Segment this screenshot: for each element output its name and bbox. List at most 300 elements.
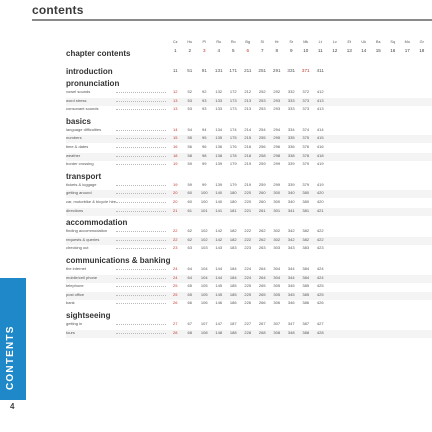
page-number-link[interactable]: 375	[302, 135, 310, 141]
page-number-link[interactable]: 348	[287, 329, 295, 335]
topic-row[interactable]	[66, 266, 432, 274]
page-number-link[interactable]: 260	[258, 190, 266, 196]
page-number-link[interactable]: 340	[287, 190, 295, 196]
chapter-number[interactable]: 9	[289, 48, 293, 53]
page-number-link[interactable]: 213	[244, 97, 252, 103]
page-number-link[interactable]: 386	[302, 300, 310, 306]
page-number-link[interactable]: 218	[244, 152, 252, 158]
page-number-link[interactable]: 132	[215, 89, 223, 94]
page-number-link[interactable]: 293	[273, 106, 281, 112]
page-number-link[interactable]: 23	[173, 245, 178, 251]
page-number-link[interactable]: 142	[215, 228, 223, 234]
page-number-link[interactable]: 221	[244, 207, 252, 213]
page-number-link[interactable]: 24	[173, 274, 178, 280]
page-number-link[interactable]: 64	[187, 274, 192, 280]
page-number-link[interactable]: 346	[287, 300, 295, 306]
page-number-link[interactable]: 372	[302, 89, 310, 94]
page-number-link[interactable]: 294	[273, 126, 281, 132]
page-number-link[interactable]: 267	[258, 321, 266, 326]
page-number-link[interactable]: 253	[258, 106, 266, 112]
page-number-link[interactable]: 136	[215, 143, 223, 149]
chapter-number[interactable]: 12	[332, 48, 338, 53]
page-number-link[interactable]: 421	[316, 207, 324, 213]
chapter-number[interactable]: 3	[202, 48, 206, 53]
page-number-link[interactable]: 259	[258, 181, 266, 187]
page-number-link[interactable]: 308	[273, 329, 281, 335]
page-number-link[interactable]: 178	[229, 152, 237, 158]
page-number-link[interactable]: 344	[287, 266, 295, 271]
page-number-link[interactable]: 413	[316, 106, 324, 112]
topic-row[interactable]	[66, 98, 432, 106]
page-number-link[interactable]: 220	[244, 198, 252, 204]
page-number-link[interactable]: 412	[316, 89, 324, 94]
topic-row[interactable]	[66, 300, 432, 308]
page-number-link[interactable]: 420	[316, 198, 324, 204]
page-number-link[interactable]: 184	[229, 274, 237, 280]
page-number-link[interactable]: 373	[302, 97, 310, 103]
page-number-link[interactable]: 384	[302, 274, 310, 280]
page-number-link[interactable]: 64	[187, 266, 192, 271]
page-number-link[interactable]: 425	[316, 291, 324, 297]
page-number-link[interactable]: 179	[229, 181, 237, 187]
topic-row[interactable]	[66, 208, 432, 216]
page-number-link[interactable]: 219	[244, 161, 252, 167]
page-number-link[interactable]: 255	[258, 135, 266, 141]
topic-row[interactable]	[66, 292, 432, 300]
page-number-link[interactable]: 385	[302, 291, 310, 297]
page-number-link[interactable]: 301	[273, 207, 281, 213]
topic-row[interactable]	[66, 275, 432, 283]
page-number-link[interactable]: 16	[173, 143, 178, 149]
page-number-link[interactable]: 139	[215, 161, 223, 167]
topic-row[interactable]	[66, 182, 432, 190]
page-number-link[interactable]: 99	[202, 181, 207, 187]
page-number-link[interactable]: 258	[258, 152, 266, 158]
page-number-link[interactable]: 295	[273, 135, 281, 141]
page-number-link[interactable]: 305	[273, 291, 281, 297]
page-number-link[interactable]: 105	[200, 291, 208, 297]
page-number-link[interactable]: 215	[244, 135, 252, 141]
topic-row[interactable]	[66, 283, 432, 291]
page-number-link[interactable]: 179	[229, 161, 237, 167]
contents-side-tab[interactable]	[0, 278, 26, 400]
page-number-link[interactable]: 144	[215, 266, 223, 271]
page-number-link[interactable]: 419	[316, 181, 324, 187]
page-number-link[interactable]: 379	[302, 161, 310, 167]
page-number-link[interactable]: 18	[173, 152, 178, 158]
page-number-link[interactable]: 262	[258, 228, 266, 234]
page-number-link[interactable]: 105	[200, 283, 208, 289]
page-number-link[interactable]: 416	[316, 143, 324, 149]
page-number-link[interactable]: 333	[287, 97, 295, 103]
page-number-link[interactable]: 411	[316, 68, 324, 73]
page-number-link[interactable]: 216	[244, 143, 252, 149]
page-number-link[interactable]: 382	[302, 228, 310, 234]
page-number-link[interactable]: 418	[316, 152, 324, 158]
page-number-link[interactable]: 293	[273, 97, 281, 103]
chapter-number[interactable]: 11	[317, 48, 323, 53]
page-number-link[interactable]: 385	[302, 283, 310, 289]
page-number-link[interactable]: 62	[187, 236, 192, 242]
page-number-link[interactable]: 213	[244, 106, 252, 112]
topic-row[interactable]	[66, 199, 432, 207]
page-number-link[interactable]: 227	[244, 321, 252, 326]
chapter-number[interactable]: 13	[346, 48, 352, 53]
chapter-number[interactable]: 18	[419, 48, 425, 53]
page-number-link[interactable]: 25	[173, 283, 178, 289]
chapter-number[interactable]: 14	[361, 48, 367, 53]
chapter-number[interactable]: 7	[260, 48, 264, 53]
page-number-link[interactable]: 60	[187, 190, 192, 196]
page-number-link[interactable]: 20	[173, 190, 178, 196]
page-number-link[interactable]: 251	[258, 68, 267, 73]
page-number-link[interactable]: 20	[173, 198, 178, 204]
page-number-link[interactable]: 51	[187, 68, 193, 73]
page-number-link[interactable]: 182	[229, 228, 237, 234]
page-number-link[interactable]: 260	[258, 198, 266, 204]
page-number-link[interactable]: 263	[258, 245, 266, 251]
page-number-link[interactable]: 339	[287, 181, 295, 187]
topic-row[interactable]	[66, 228, 432, 236]
chapter-number[interactable]: 5	[231, 48, 235, 53]
page-number-link[interactable]: 65	[187, 283, 192, 289]
section-title[interactable]: accommodation	[66, 218, 128, 228]
page-number-link[interactable]: 423	[316, 245, 324, 251]
page-number-link[interactable]: 256	[258, 143, 266, 149]
page-number-link[interactable]: 265	[258, 283, 266, 289]
page-number-link[interactable]: 382	[302, 236, 310, 242]
page-number-link[interactable]: 224	[244, 274, 252, 280]
page-number-link[interactable]: 374	[302, 126, 310, 132]
page-number-link[interactable]: 131	[214, 68, 223, 73]
page-number-link[interactable]: 185	[229, 291, 237, 297]
page-number-link[interactable]: 422	[316, 228, 324, 234]
page-number-link[interactable]: 219	[244, 181, 252, 187]
page-number-link[interactable]: 380	[302, 190, 310, 196]
page-number-link[interactable]: 228	[244, 329, 252, 335]
page-number-link[interactable]: 344	[287, 274, 295, 280]
page-number-link[interactable]: 426	[316, 300, 324, 306]
page-number-link[interactable]: 11	[172, 68, 178, 73]
page-number-link[interactable]: 388	[302, 329, 310, 335]
page-number-link[interactable]: 291	[272, 68, 281, 73]
section-title[interactable]: transport	[66, 171, 102, 181]
page-number-link[interactable]: 413	[316, 97, 324, 103]
topic-row[interactable]	[66, 330, 432, 338]
page-number-link[interactable]: 101	[200, 207, 208, 213]
section-title[interactable]: communications & banking	[66, 256, 171, 265]
page-number-link[interactable]: 26	[173, 300, 178, 306]
topic-row[interactable]	[66, 127, 432, 135]
topic-row[interactable]	[66, 245, 432, 253]
page-number-link[interactable]: 134	[215, 126, 223, 132]
page-number-link[interactable]: 425	[316, 283, 324, 289]
page-number-link[interactable]: 143	[215, 245, 223, 251]
page-number-link[interactable]: 180	[229, 198, 237, 204]
page-number-link[interactable]: 335	[287, 135, 295, 141]
page-number-link[interactable]: 307	[273, 321, 281, 326]
topic-row[interactable]	[66, 321, 432, 329]
page-number-link[interactable]: 99	[202, 161, 207, 167]
page-number-link[interactable]: 333	[287, 106, 295, 112]
page-number-link[interactable]: 292	[273, 89, 281, 94]
page-number-link[interactable]: 19	[173, 161, 178, 167]
page-number-link[interactable]: 427	[316, 321, 324, 326]
page-number-link[interactable]: 93	[202, 106, 207, 112]
page-number-link[interactable]: 184	[229, 266, 237, 271]
page-number-link[interactable]: 345	[287, 283, 295, 289]
topic-row[interactable]	[66, 237, 432, 245]
page-number-link[interactable]: 266	[258, 300, 266, 306]
page-number-link[interactable]: 93	[202, 97, 207, 103]
page-number-link[interactable]: 63	[187, 245, 192, 251]
chapter-number[interactable]: 16	[390, 48, 396, 53]
page-number-link[interactable]: 306	[273, 300, 281, 306]
page-number-link[interactable]: 103	[200, 245, 208, 251]
page-number-link[interactable]: 181	[229, 207, 237, 213]
page-number-link[interactable]: 302	[273, 228, 281, 234]
page-number-link[interactable]: 422	[316, 236, 324, 242]
page-number-link[interactable]: 180	[229, 190, 237, 196]
chapter-number[interactable]: 4	[217, 48, 221, 53]
page-number-link[interactable]: 141	[215, 207, 223, 213]
page-number-link[interactable]: 171	[229, 68, 238, 73]
page-number-link[interactable]: 187	[229, 321, 237, 326]
topic-row[interactable]	[66, 161, 432, 169]
chapter-number[interactable]: 17	[404, 48, 410, 53]
page-number-link[interactable]: 265	[258, 291, 266, 297]
page-number-link[interactable]: 22	[173, 236, 178, 242]
page-number-link[interactable]: 379	[302, 181, 310, 187]
page-number-link[interactable]: 424	[316, 266, 324, 271]
page-number-link[interactable]: 331	[287, 68, 296, 73]
page-number-link[interactable]: 264	[258, 266, 266, 271]
page-number-link[interactable]: 222	[244, 236, 252, 242]
page-number-link[interactable]: 138	[215, 152, 223, 158]
page-number-link[interactable]: 259	[258, 161, 266, 167]
page-number-link[interactable]: 173	[229, 97, 237, 103]
page-number-link[interactable]: 342	[287, 228, 295, 234]
page-number-link[interactable]: 224	[244, 266, 252, 271]
chapter-number[interactable]: 6	[246, 48, 250, 53]
page-number-link[interactable]: 92	[202, 89, 207, 94]
section-title[interactable]: basics	[66, 116, 91, 126]
page-number-link[interactable]: 183	[229, 245, 237, 251]
page-number-link[interactable]: 144	[215, 274, 223, 280]
page-number-link[interactable]: 345	[287, 291, 295, 297]
page-number-link[interactable]: 173	[229, 106, 237, 112]
page-number-link[interactable]: 100	[200, 198, 208, 204]
page-number-link[interactable]: 332	[287, 89, 295, 94]
page-number-link[interactable]: 299	[273, 161, 281, 167]
page-number-link[interactable]: 104	[200, 266, 208, 271]
chapter-number[interactable]: 15	[375, 48, 381, 53]
page-number-link[interactable]: 214	[244, 126, 252, 132]
page-number-link[interactable]: 66	[187, 300, 192, 306]
page-number-link[interactable]: 305	[273, 283, 281, 289]
page-number-link[interactable]: 296	[273, 143, 281, 149]
page-number-link[interactable]: 428	[316, 329, 324, 335]
page-number-link[interactable]: 424	[316, 274, 324, 280]
page-number-link[interactable]: 15	[173, 135, 178, 141]
chapter-number[interactable]: 10	[303, 48, 309, 53]
page-number-link[interactable]: 371	[301, 68, 310, 73]
page-number-link[interactable]: 172	[229, 89, 237, 94]
chapter-number[interactable]: 8	[275, 48, 279, 53]
page-number-link[interactable]: 339	[287, 161, 295, 167]
page-number-link[interactable]: 25	[173, 291, 178, 297]
section-title[interactable]: pronunciation	[66, 79, 120, 88]
page-number-link[interactable]: 302	[273, 236, 281, 242]
page-number-link[interactable]: 414	[316, 126, 324, 132]
page-number-link[interactable]: 22	[173, 228, 178, 234]
page-number-link[interactable]: 254	[258, 126, 266, 132]
page-number-link[interactable]: 338	[287, 152, 295, 158]
page-number-link[interactable]: 381	[302, 207, 310, 213]
page-number-link[interactable]: 268	[258, 329, 266, 335]
page-number-link[interactable]: 145	[215, 283, 223, 289]
page-number-link[interactable]: 107	[200, 321, 208, 326]
page-number-link[interactable]: 53	[187, 106, 192, 112]
topic-row[interactable]	[66, 153, 432, 161]
page-number-link[interactable]: 13	[173, 97, 178, 103]
page-number-link[interactable]: 56	[187, 143, 192, 149]
page-number-link[interactable]: 380	[302, 198, 310, 204]
page-number-link[interactable]: 384	[302, 266, 310, 271]
page-number-link[interactable]: 94	[202, 126, 207, 132]
page-number-link[interactable]: 343	[287, 245, 295, 251]
page-number-link[interactable]: 61	[187, 207, 192, 213]
page-number-link[interactable]: 419	[316, 161, 324, 167]
page-number-link[interactable]: 341	[287, 207, 295, 213]
topic-row[interactable]	[66, 135, 432, 143]
page-number-link[interactable]: 261	[258, 207, 266, 213]
page-number-link[interactable]: 52	[187, 89, 192, 94]
page-number-link[interactable]: 176	[229, 143, 237, 149]
page-number-link[interactable]: 334	[287, 126, 295, 132]
section-title[interactable]: introduction	[66, 67, 113, 76]
page-number-link[interactable]: 304	[273, 274, 281, 280]
page-number-link[interactable]: 142	[215, 236, 223, 242]
topic-row[interactable]	[66, 89, 432, 97]
page-number-link[interactable]: 67	[187, 321, 192, 326]
page-number-link[interactable]: 226	[244, 300, 252, 306]
page-number-link[interactable]: 211	[244, 68, 252, 73]
page-number-link[interactable]: 133	[215, 106, 223, 112]
page-number-link[interactable]: 262	[258, 236, 266, 242]
page-number-link[interactable]: 420	[316, 190, 324, 196]
page-number-link[interactable]: 303	[273, 245, 281, 251]
topic-row[interactable]	[66, 106, 432, 114]
page-number-link[interactable]: 91	[201, 68, 207, 73]
page-number-link[interactable]: 108	[200, 329, 208, 335]
page-number-link[interactable]: 298	[273, 152, 281, 158]
page-number-link[interactable]: 21	[173, 207, 178, 213]
page-number-link[interactable]: 252	[258, 89, 266, 94]
page-number-link[interactable]: 65	[187, 291, 192, 297]
page-number-link[interactable]: 222	[244, 228, 252, 234]
page-number-link[interactable]: 300	[273, 198, 281, 204]
page-number-link[interactable]: 378	[302, 152, 310, 158]
page-number-link[interactable]: 225	[244, 291, 252, 297]
page-number-link[interactable]: 13	[173, 106, 178, 112]
page-number-link[interactable]: 96	[202, 143, 207, 149]
page-number-link[interactable]: 14	[173, 126, 178, 132]
page-number-link[interactable]: 383	[302, 245, 310, 251]
page-number-link[interactable]: 139	[215, 181, 223, 187]
page-number-link[interactable]: 58	[187, 152, 192, 158]
page-number-link[interactable]: 60	[187, 198, 192, 204]
page-number-link[interactable]: 174	[229, 126, 237, 132]
page-number-link[interactable]: 27	[173, 321, 178, 326]
page-number-link[interactable]: 28	[173, 329, 178, 335]
page-number-link[interactable]: 148	[215, 329, 223, 335]
page-number-link[interactable]: 19	[173, 181, 178, 187]
page-number-link[interactable]: 59	[187, 181, 192, 187]
topic-row[interactable]	[66, 144, 432, 152]
page-number-link[interactable]: 342	[287, 236, 295, 242]
page-number-link[interactable]: 140	[215, 190, 223, 196]
page-number-link[interactable]: 264	[258, 274, 266, 280]
page-number-link[interactable]: 336	[287, 143, 295, 149]
page-number-link[interactable]: 100	[200, 190, 208, 196]
page-number-link[interactable]: 299	[273, 181, 281, 187]
page-number-link[interactable]: 340	[287, 198, 295, 204]
page-number-link[interactable]: 145	[215, 291, 223, 297]
page-number-link[interactable]: 347	[287, 321, 295, 326]
page-number-link[interactable]: 188	[229, 329, 237, 335]
page-number-link[interactable]: 54	[187, 126, 192, 132]
page-number-link[interactable]: 220	[244, 190, 252, 196]
page-number-link[interactable]: 185	[229, 283, 237, 289]
page-number-link[interactable]: 186	[229, 300, 237, 306]
page-number-link[interactable]: 212	[244, 89, 252, 94]
section-title[interactable]: sightseeing	[66, 311, 111, 320]
page-number-link[interactable]: 104	[200, 274, 208, 280]
page-number-link[interactable]: 225	[244, 283, 252, 289]
page-number-link[interactable]: 223	[244, 245, 252, 251]
page-number-link[interactable]: 24	[173, 266, 178, 271]
page-number-link[interactable]: 102	[200, 228, 208, 234]
page-number-link[interactable]: 300	[273, 190, 281, 196]
page-number-link[interactable]: 140	[215, 198, 223, 204]
page-number-link[interactable]: 68	[187, 329, 192, 335]
page-number-link[interactable]: 95	[202, 135, 207, 141]
topic-row[interactable]	[66, 190, 432, 198]
chapter-number[interactable]: 2	[188, 48, 192, 53]
page-number-link[interactable]: 98	[202, 152, 207, 158]
chapter-number[interactable]: 1	[173, 48, 177, 53]
page-number-link[interactable]: 102	[200, 236, 208, 242]
page-number-link[interactable]: 182	[229, 236, 237, 242]
page-number-link[interactable]: 62	[187, 228, 192, 234]
page-number-link[interactable]: 147	[215, 321, 223, 326]
page-number-link[interactable]: 175	[229, 135, 237, 141]
page-number-link[interactable]: 133	[215, 97, 223, 103]
page-number-link[interactable]: 55	[187, 135, 192, 141]
page-number-link[interactable]: 12	[173, 89, 178, 94]
page-number-link[interactable]: 304	[273, 266, 281, 271]
page-number-link[interactable]: 387	[302, 321, 310, 326]
page-number-link[interactable]: 53	[187, 97, 192, 103]
page-number-link[interactable]: 415	[316, 135, 324, 141]
page-number-link[interactable]: 146	[215, 300, 223, 306]
page-number-link[interactable]: 376	[302, 143, 310, 149]
page-number-link[interactable]: 59	[187, 161, 192, 167]
page-number-link[interactable]: 135	[215, 135, 223, 141]
page-number-link[interactable]: 106	[200, 300, 208, 306]
page-number-link[interactable]: 373	[302, 106, 310, 112]
